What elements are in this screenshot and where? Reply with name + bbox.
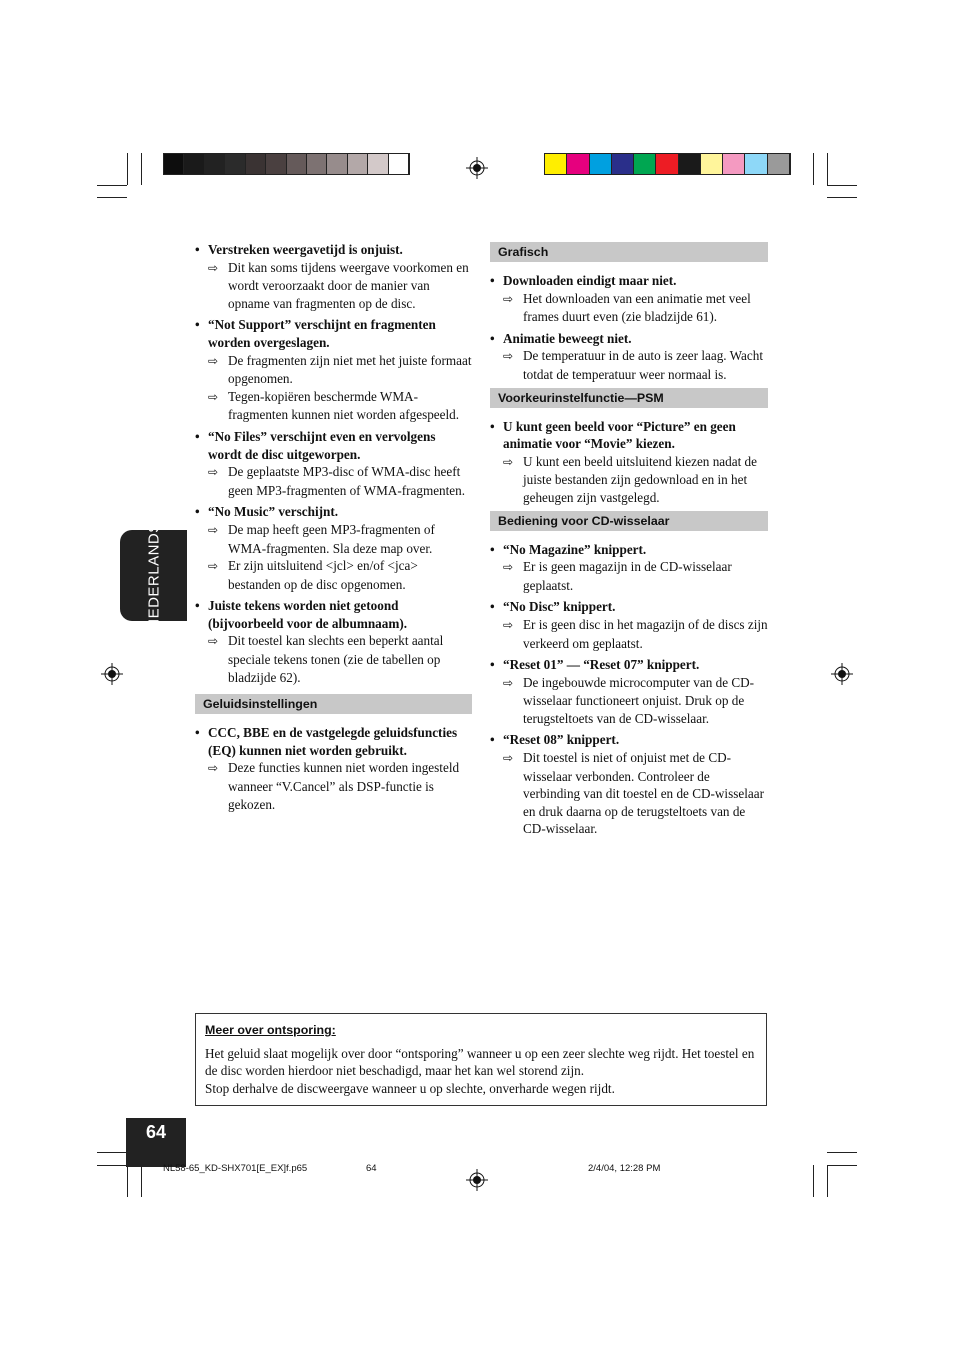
- color-swatch: [266, 154, 286, 174]
- note-text: Het geluid slaat mogelijk over door “ontsporing” wanneer u op een zeer slechte weg rijdt. Het toestel en de disc worden hierdoor niet beschadigd, maar het kan wel storend zijn.: [205, 1045, 755, 1079]
- symptom-title: • CCC, BBE en de vastgelegde geluidsfuncties (EQ) kunnen niet worden gebruikt.: [195, 724, 472, 759]
- registration-mark-icon: [466, 1169, 488, 1191]
- color-calibration-bar: [544, 153, 791, 175]
- arrow-right-icon: ⇨: [208, 634, 219, 649]
- language-label: NEDERLANDS: [145, 521, 162, 630]
- remedy-text: [195, 388, 472, 424]
- troubleshoot-item: [490, 598, 768, 652]
- left-items-geluid: [195, 724, 472, 813]
- troubleshoot-item: [490, 418, 768, 507]
- remedy-line: Dit kan soms tijdens weergave voorkomen en wordt veroorzaakt door de manier van opname van fragmenten op de disc.: [228, 259, 469, 311]
- registration-mark-icon: [101, 663, 123, 685]
- crop-mark: [97, 197, 127, 198]
- symptom-title: • Downloaden eindigt maar niet.: [490, 272, 768, 290]
- footer-page: 64: [366, 1163, 377, 1174]
- crop-mark: [827, 153, 828, 185]
- registration-mark-icon: [466, 157, 488, 179]
- remedy-text: [490, 749, 768, 838]
- troubleshoot-item: [195, 428, 472, 499]
- crop-mark: [827, 1165, 857, 1166]
- color-swatch: [567, 154, 589, 174]
- troubleshoot-item: [490, 656, 768, 727]
- symptom-title: • “No Files” verschijnt even en vervolgens wordt de disc uitgeworpen.: [195, 428, 472, 463]
- section-header-grafisch: Grafisch: [490, 242, 768, 262]
- color-swatch: [348, 154, 368, 174]
- troubleshoot-item: [195, 503, 472, 593]
- registration-mark-icon: [831, 663, 853, 685]
- arrow-right-icon: ⇨: [208, 559, 219, 574]
- arrow-right-icon: ⇨: [503, 291, 514, 306]
- color-swatch: [723, 154, 745, 174]
- remedy-line: Deze functies kunnen niet worden ingesteld wanneer “V.Cancel” als DSP-functie is gekozen.: [228, 760, 460, 812]
- remedy-line: Dit toestel is niet of onjuist met de CD-wisselaar verbonden. Controleer de verbinding van dit toestel en de CD-wisselaar en druk daarna op de terugsteltoets van de CD-wisselaar.: [523, 750, 764, 837]
- footer-file: NL58-65_KD-SHX701[E_EX]f.p65: [163, 1163, 308, 1174]
- color-swatch: [768, 154, 790, 174]
- crop-mark: [141, 153, 142, 185]
- crop-mark: [141, 1165, 142, 1197]
- color-swatch: [590, 154, 612, 174]
- symptom-title: • “Not Support” verschijnt en fragmenten worden overgeslagen.: [195, 316, 472, 351]
- arrow-right-icon: ⇨: [503, 617, 514, 632]
- remedy-text: [490, 290, 768, 326]
- color-swatch: [164, 154, 184, 174]
- right-items-cd-wisselaar: [490, 541, 768, 839]
- remedy-line: De ingebouwde microcomputer van de CD-wisselaar functioneert onjuist. Druk op de terugsteltoets van de CD-wisselaar.: [523, 674, 755, 726]
- color-swatch: [307, 154, 327, 174]
- color-swatch: [327, 154, 347, 174]
- remedy-text: [490, 558, 768, 594]
- symptom-title: • “Reset 01” — “Reset 07” knippert.: [490, 656, 768, 674]
- remedy-line: Er zijn uitsluitend <jcl> en/of <jca> bestanden op de disc opgenomen.: [228, 558, 418, 592]
- remedy-line: De temperatuur in de auto is zeer laag. Wacht totdat de temperatuur weer normaal is.: [523, 348, 763, 382]
- remedy-text: [195, 352, 472, 388]
- troubleshoot-item: [490, 541, 768, 595]
- remedy-line: De geplaatste MP3-disc of WMA-disc heeft geen MP3-fragmenten of WMA-fragmenten.: [228, 464, 466, 498]
- page-number: [126, 1118, 186, 1167]
- troubleshoot-item: [195, 241, 472, 312]
- symptom-title: • Verstreken weergavetijd is onjuist.: [195, 241, 472, 259]
- right-items-grafisch: [490, 272, 768, 384]
- crop-mark: [827, 185, 857, 186]
- page-number-text: 64: [145, 1122, 167, 1142]
- remedy-text: [195, 463, 472, 499]
- footer-date: 2/4/04, 12:28 PM: [588, 1163, 661, 1174]
- arrow-right-icon: ⇨: [208, 761, 219, 776]
- troubleshoot-item: [195, 316, 472, 424]
- arrow-right-icon: ⇨: [208, 260, 219, 275]
- language-side-tab: [120, 521, 187, 630]
- color-swatch: [246, 154, 266, 174]
- symptom-title: • “Reset 08” knippert.: [490, 731, 768, 749]
- section-header-geluidsinstellingen: Geluidsinstellingen: [195, 694, 472, 714]
- remedy-text: [490, 347, 768, 383]
- remedy-text: [195, 557, 472, 593]
- color-swatch: [701, 154, 723, 174]
- symptom-title: • “No Music” verschijnt.: [195, 503, 472, 521]
- crop-mark: [813, 153, 814, 185]
- arrow-right-icon: ⇨: [503, 751, 514, 766]
- remedy-text: [195, 759, 472, 813]
- arrow-right-icon: ⇨: [208, 465, 219, 480]
- crop-mark: [97, 185, 127, 186]
- right-column: [490, 242, 768, 842]
- remedy-line: Er is geen magazijn in de CD-wisselaar geplaatst.: [523, 559, 732, 593]
- remedy-line: De fragmenten zijn niet met het juiste formaat opgenomen.: [228, 352, 472, 387]
- crop-mark: [813, 1165, 814, 1197]
- arrow-right-icon: ⇨: [503, 675, 514, 690]
- color-swatch: [184, 154, 204, 174]
- symptom-title: • “No Magazine” knippert.: [490, 541, 768, 559]
- gray-calibration-bar: [163, 153, 410, 175]
- left-items: [195, 241, 472, 686]
- arrow-right-icon: ⇨: [503, 349, 514, 364]
- right-items-psm: [490, 418, 768, 507]
- troubleshoot-item: [490, 731, 768, 838]
- troubleshoot-item: [195, 597, 472, 686]
- note-box: [195, 1013, 767, 1106]
- remedy-line: Er is geen disc in het magazijn of de discs zijn verkeerd om geplaatst.: [523, 616, 768, 651]
- left-column: [195, 241, 472, 817]
- color-swatch: [545, 154, 567, 174]
- color-swatch: [287, 154, 307, 174]
- arrow-right-icon: ⇨: [503, 560, 514, 575]
- remedy-line: U kunt een beeld uitsluitend kiezen nadat de juiste bestanden zijn gedownload en in het geheugen zijn vastgelegd.: [523, 453, 758, 505]
- color-swatch: [634, 154, 656, 174]
- troubleshoot-item: [195, 724, 472, 813]
- crop-mark: [827, 1152, 857, 1153]
- color-swatch: [745, 154, 767, 174]
- remedy-text: [195, 259, 472, 313]
- color-swatch: [612, 154, 634, 174]
- symptom-title: • U kunt geen beeld voor “Picture” en geen animatie voor “Movie” kiezen.: [490, 418, 768, 453]
- crop-mark: [127, 153, 128, 185]
- crop-mark: [97, 1152, 127, 1153]
- remedy-text: [490, 453, 768, 507]
- symptom-title: • “No Disc” knippert.: [490, 598, 768, 616]
- remedy-line: Het downloaden van een animatie met veel frames duurt even (zie bladzijde 61).: [523, 290, 751, 325]
- remedy-text: [490, 616, 768, 652]
- color-swatch: [205, 154, 225, 174]
- section-header-psm: Voorkeurinstelfunctie—PSM: [490, 388, 768, 408]
- remedy-line: Dit toestel kan slechts een beperkt aantal speciale tekens tonen (zie de tabellen op bladzijde 62).: [228, 633, 444, 685]
- remedy-text: [195, 632, 472, 686]
- color-swatch: [225, 154, 245, 174]
- crop-mark: [827, 197, 857, 198]
- color-swatch: [656, 154, 678, 174]
- section-header-cd-wisselaar: Bediening voor CD-wisselaar: [490, 511, 768, 531]
- symptom-title: • Juiste tekens worden niet getoond (bijvoorbeeld voor de albumnaam).: [195, 597, 472, 632]
- crop-mark: [127, 1165, 128, 1197]
- arrow-right-icon: ⇨: [503, 454, 514, 469]
- symptom-title: • Animatie beweegt niet.: [490, 330, 768, 348]
- troubleshoot-item: [490, 330, 768, 384]
- arrow-right-icon: ⇨: [208, 353, 219, 368]
- troubleshoot-item: [490, 272, 768, 326]
- remedy-line: De map heeft geen MP3-fragmenten of WMA-fragmenten. Sla deze map over.: [228, 521, 435, 556]
- crop-mark: [97, 1165, 127, 1166]
- color-swatch: [368, 154, 388, 174]
- arrow-right-icon: ⇨: [208, 522, 219, 537]
- note-text: Stop derhalve de discweergave wanneer u op slechte, onverharde wegen rijdt.: [205, 1080, 615, 1096]
- color-swatch: [389, 154, 409, 174]
- note-title: Meer over ontsporing:: [205, 1023, 336, 1037]
- arrow-right-icon: ⇨: [208, 389, 219, 404]
- color-swatch: [679, 154, 701, 174]
- remedy-text: [195, 521, 472, 557]
- remedy-text: [490, 674, 768, 728]
- crop-mark: [827, 1165, 828, 1197]
- remedy-line: Tegen-kopiëren beschermde WMA-fragmenten kunnen niet worden afgespeeld.: [228, 388, 460, 423]
